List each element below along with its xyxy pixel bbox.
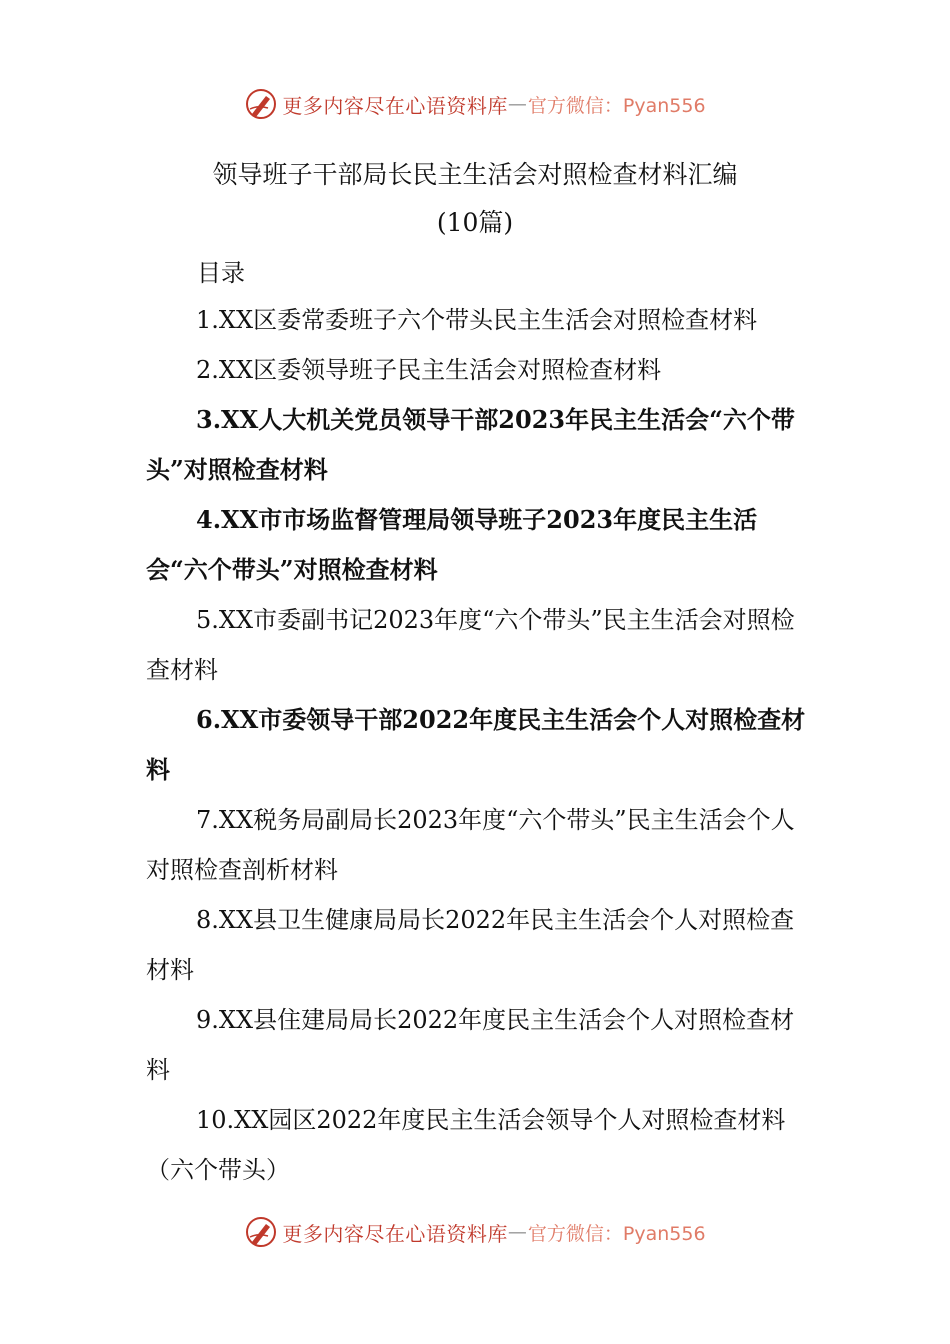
toc-entry-3: 3.XX人大机关党员领导干部2023年民主生活会“六个带头”对照检查材料 [146, 405, 795, 484]
toc-entry-9: 9.XX县住建局局长2022年度民主生活会个人对照检查材料 [146, 1006, 795, 1084]
pen-logo-icon [244, 1215, 278, 1249]
watermark-banner-bottom [0, 1212, 950, 1252]
watermark-text: 更多内容尽在心语资料库 [282, 93, 508, 118]
document-title: 领导班子干部局长民主生活会对照检查材料汇编 [212, 160, 738, 189]
pen-logo-icon [244, 87, 278, 121]
toc-heading: 目录 [197, 259, 245, 287]
toc-entry-6: 6.XX市委领导干部2022年度民主生活会个人对照检查材料 [146, 705, 806, 784]
watermark-banner-top [0, 84, 950, 124]
toc-entry-5: 5.XX市委副书记2023年度“六个带头”民主生活会对照检查材料 [146, 606, 795, 684]
watermark-text: 更多内容尽在心语资料库 [282, 1221, 508, 1246]
watermark-separator: — [507, 1221, 528, 1243]
watermark-handle: 官方微信：Pyan556 [527, 94, 706, 117]
document-subtitle: (10篇) [436, 208, 514, 237]
toc-entry-10: 10.XX园区2022年度民主生活会领导个人对照检查材料（六个带头） [146, 1106, 786, 1184]
watermark-separator: — [507, 93, 528, 115]
toc-entry-7: 7.XX税务局副局长2023年度“六个带头”民主生活会个人对照检查剖析材料 [146, 806, 795, 884]
toc-entry-4: 4.XX市市场监督管理局领导班子2023年度民主生活会“六个带头”对照检查材料 [146, 505, 758, 584]
watermark-handle: 官方微信：Pyan556 [527, 1222, 706, 1245]
toc-entry-1: 1.XX区委常委班子六个带头民主生活会对照检查材料 [196, 306, 758, 334]
toc-entry-8: 8.XX县卫生健康局局长2022年民主生活会个人对照检查材料 [146, 906, 795, 984]
toc-entry-2: 2.XX区委领导班子民主生活会对照检查材料 [196, 356, 662, 384]
